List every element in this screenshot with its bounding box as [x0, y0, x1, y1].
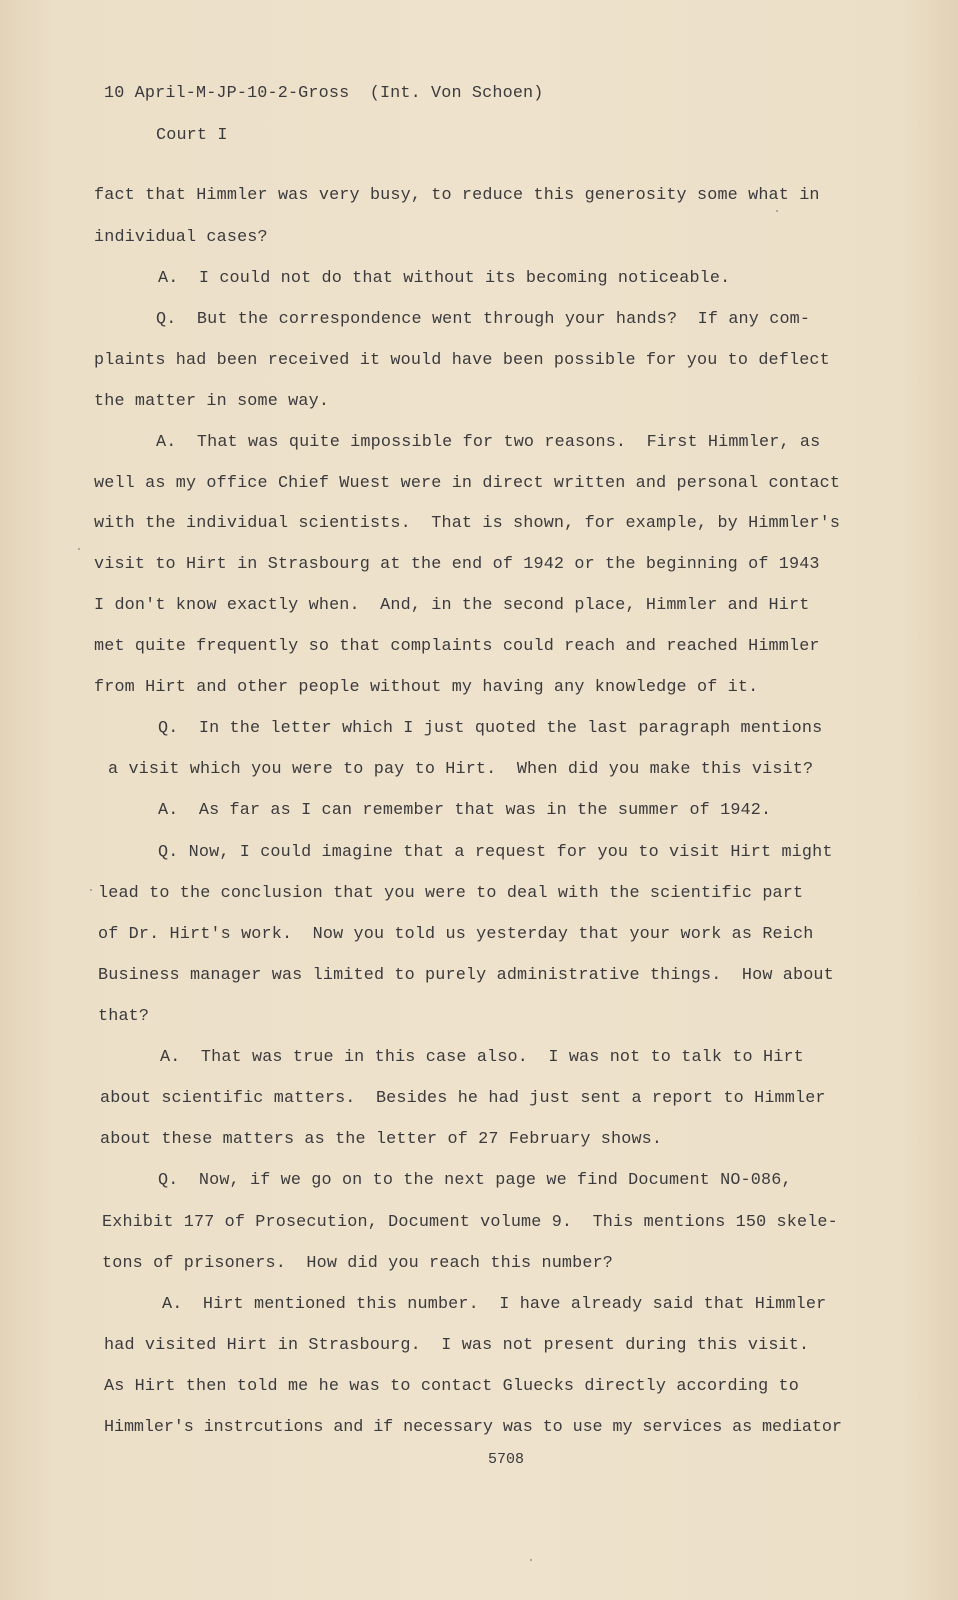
text-line: tons of prisoners. How did you reach this number? — [102, 1254, 614, 1273]
text-line: A. Hirt mentioned this number. I have already said that Himmler — [162, 1295, 827, 1314]
text-line: met quite frequently so that complaints could reach and reached Himmler — [94, 637, 820, 656]
text-line: Business manager was limited to purely administrative things. How about — [98, 966, 834, 985]
text-line: plaints had been received it would have been possible for you to deflect — [94, 351, 830, 370]
text-line: the matter in some way. — [94, 392, 330, 411]
text-line: Q. But the correspondence went through your hands? If any com- — [156, 310, 811, 329]
text-line: lead to the conclusion that you were to deal with the scientific part — [98, 884, 804, 903]
text-line: well as my office Chief Wuest were in direct written and personal contact — [94, 474, 841, 493]
text-line: fact that Himmler was very busy, to reduce this generosity some what in — [94, 186, 820, 205]
text-line: Q. Now, I could imagine that a request for you to visit Hirt might — [158, 843, 833, 862]
text-line: A. I could not do that without its becoming noticeable. — [158, 269, 731, 288]
text-line: A. That was true in this case also. I was not to talk to Hirt — [160, 1048, 804, 1067]
text-line: A. That was quite impossible for two reasons. First Himmler, as — [156, 433, 821, 452]
text-line: A. As far as I can remember that was in the summer of 1942. — [158, 801, 772, 820]
text-line: Himmler's instrcutions and if necessary was to use my services as mediator — [104, 1418, 842, 1437]
header-reference: 10 April-M-JP-10-2-Gross (Int. Von Schoen) — [104, 84, 544, 103]
page-number: 5708 — [488, 1451, 525, 1468]
text-line: individual cases? — [94, 228, 268, 247]
text-line: of Dr. Hirt's work. Now you told us yesterday that your work as Reich — [98, 925, 814, 944]
text-line: I don't know exactly when. And, in the second place, Himmler and Hirt — [94, 596, 810, 615]
text-line: about scientific matters. Besides he had just sent a report to Himmler — [100, 1089, 826, 1108]
paper-speck — [90, 889, 92, 891]
text-line: Exhibit 177 of Prosecution, Document volume 9. This mentions 150 skele- — [102, 1213, 838, 1232]
text-line: had visited Hirt in Strasbourg. I was not present during this visit. — [104, 1336, 810, 1355]
text-line: a visit which you were to pay to Hirt. When did you make this visit? — [108, 760, 814, 779]
header-court: Court I — [156, 126, 228, 145]
text-line: about these matters as the letter of 27 February shows. — [100, 1130, 663, 1149]
text-line: with the individual scientists. That is shown, for example, by Himmler's — [94, 514, 841, 533]
paper-speck — [78, 548, 80, 550]
paper-speck — [530, 1559, 532, 1561]
text-line: visit to Hirt in Strasbourg at the end of 1942 or the beginning of 1943 — [94, 555, 820, 574]
text-line: As Hirt then told me he was to contact Gluecks directly according to — [104, 1377, 799, 1396]
text-line: that? — [98, 1007, 150, 1026]
text-line: Q. In the letter which I just quoted the last paragraph mentions — [158, 719, 823, 738]
text-line: Q. Now, if we go on to the next page we find Document NO-086, — [158, 1171, 792, 1190]
text-line: from Hirt and other people without my having any knowledge of it. — [94, 678, 759, 697]
paper-speck — [776, 210, 778, 212]
